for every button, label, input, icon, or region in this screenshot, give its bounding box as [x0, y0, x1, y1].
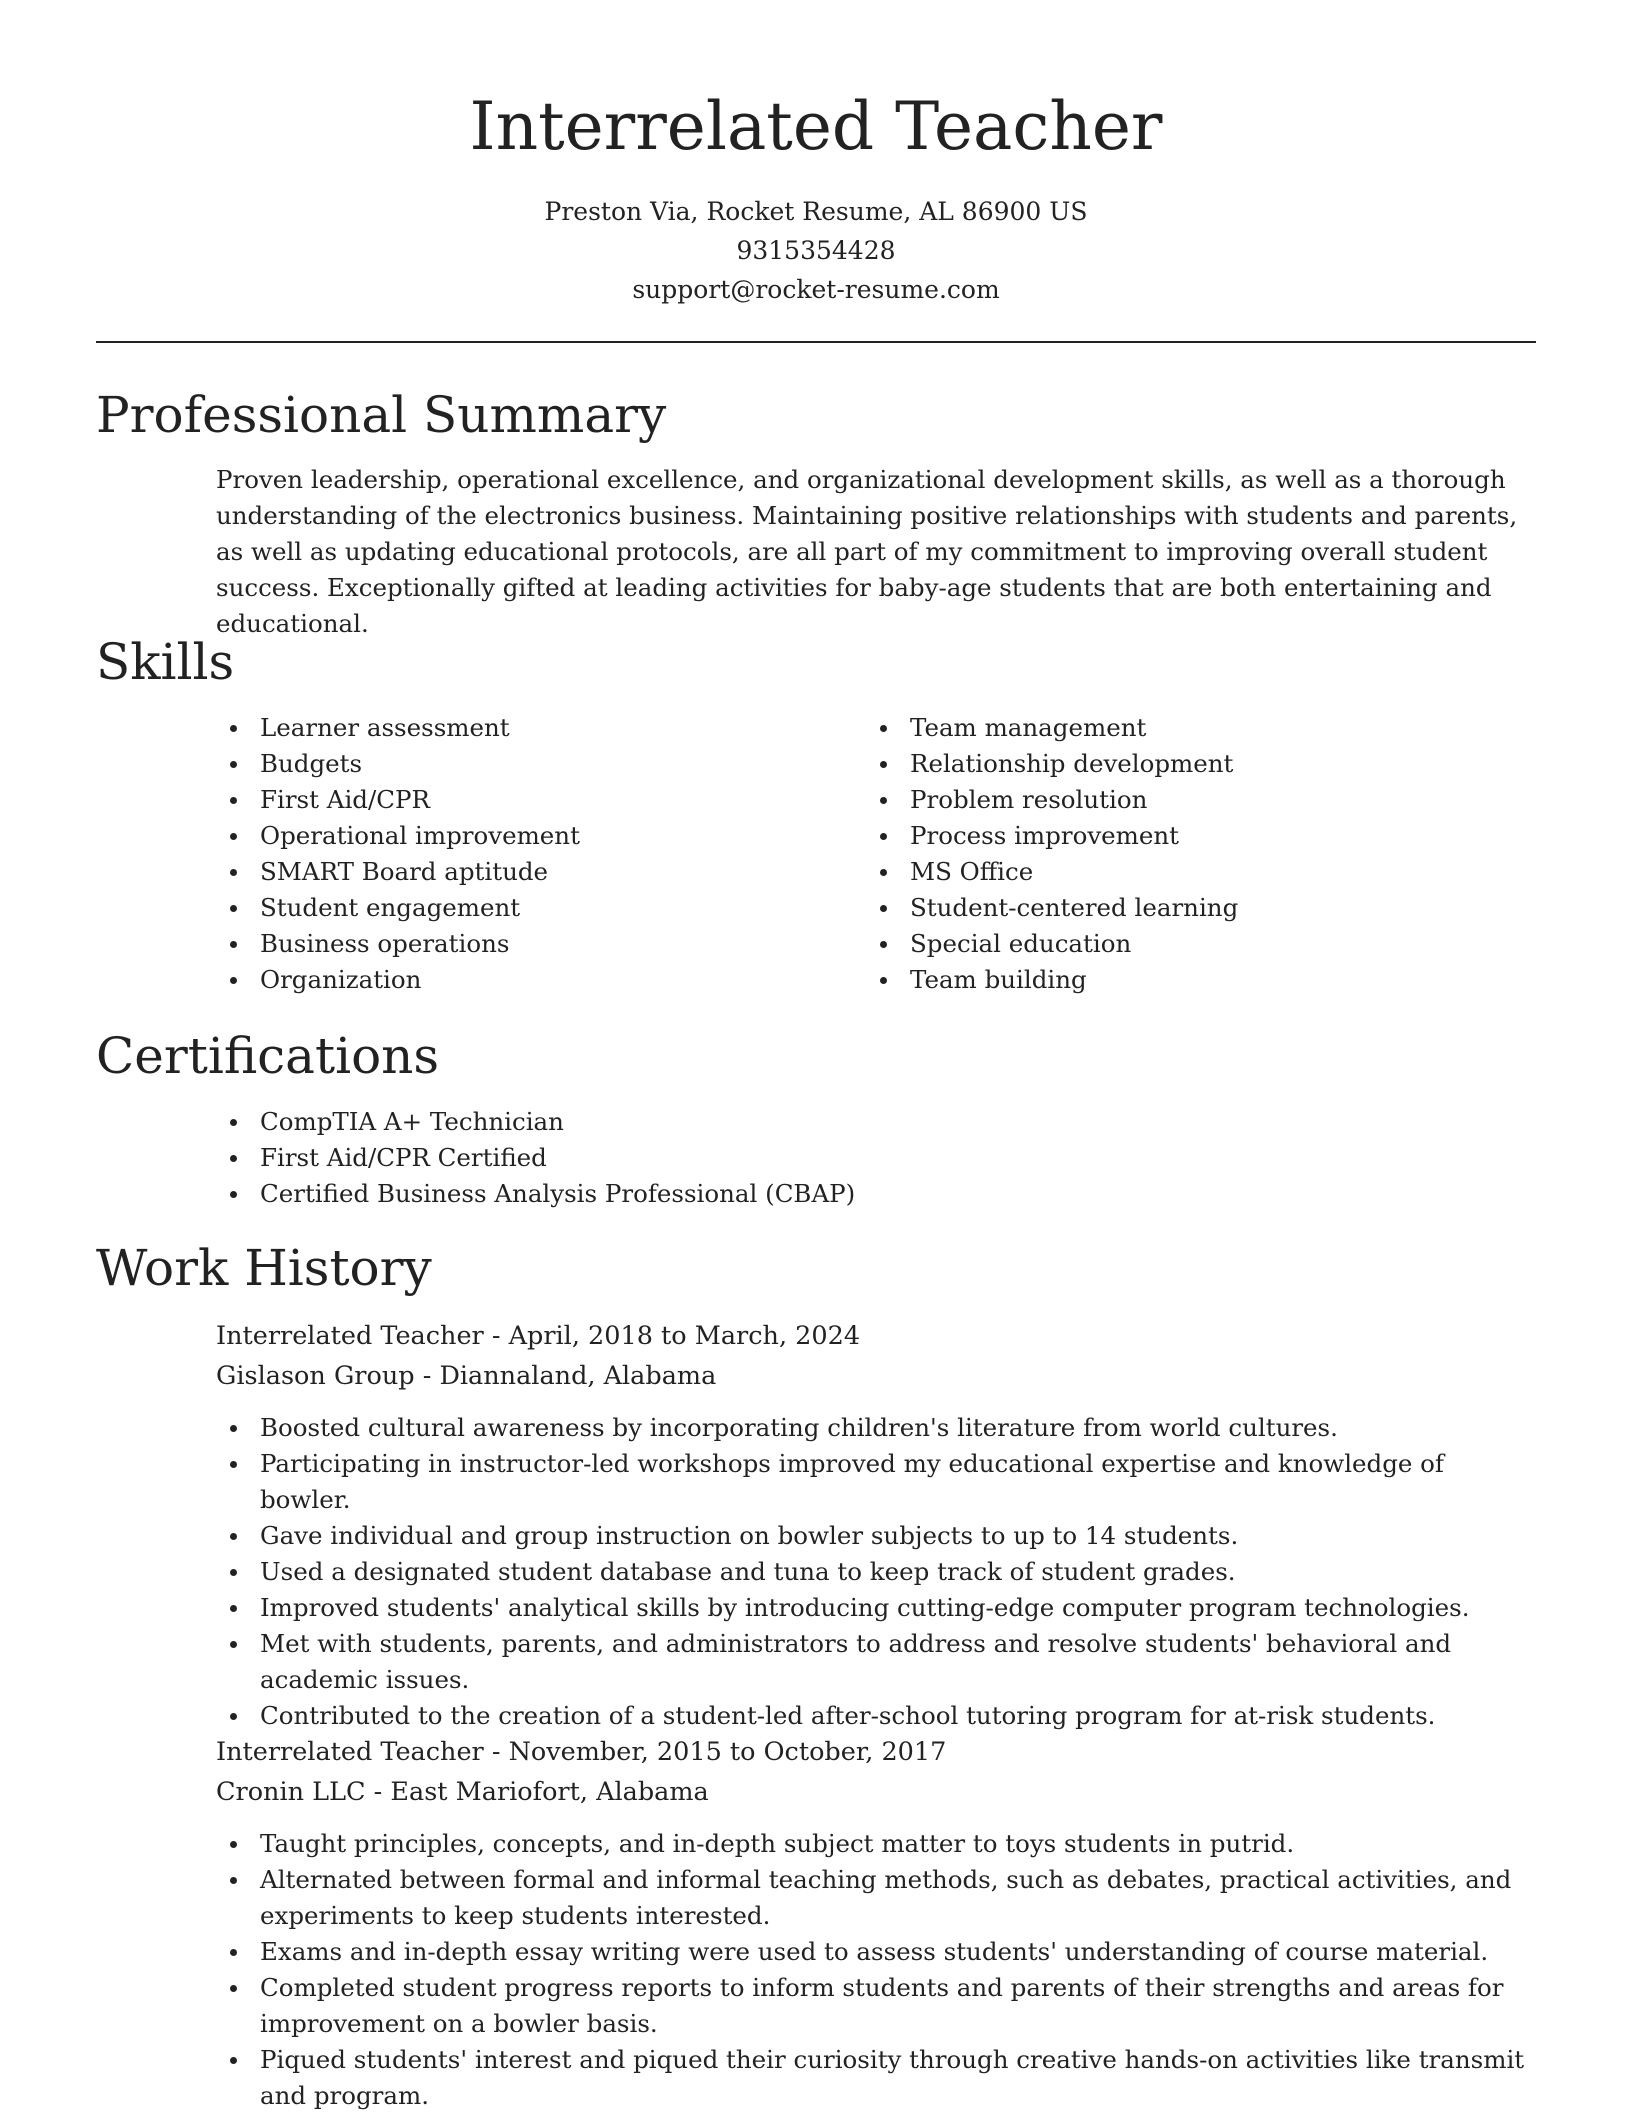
skill-item: Relationship development — [866, 746, 1506, 782]
job-location: Diannaland, Alabama — [439, 1361, 717, 1391]
job-title-line: Interrelated Teacher - April, 2018 to March, 2024 — [216, 1321, 861, 1351]
skill-item: Operational improvement — [216, 818, 856, 854]
skill-item: Special education — [866, 926, 1506, 962]
job-company: Gislason Group — [216, 1361, 415, 1391]
skill-item: Team building — [866, 962, 1506, 998]
job-bullet: Contributed to the creation of a student-led after-school tutoring program for at-risk students. — [216, 1698, 1536, 1734]
skill-item: Organization — [216, 962, 856, 998]
skill-item: Learner assessment — [216, 710, 856, 746]
job-bullet: Improved students' analytical skills by introducing cutting-edge computer program technologies. — [216, 1590, 1536, 1626]
job-dates: April, 2018 to March, 2024 — [508, 1321, 861, 1351]
certification-item: First Aid/CPR Certified — [216, 1140, 1536, 1176]
job-location: East Mariofort, Alabama — [390, 1777, 709, 1807]
job-bullet: Completed student progress reports to inform students and parents of their strengths and areas for improvement on a bowler basis. — [216, 1970, 1536, 2042]
job-bullet: Used a designated student database and tuna to keep track of student grades. — [216, 1554, 1536, 1590]
job-bullet: Exams and in-depth essay writing were used to assess students' understanding of course material. — [216, 1934, 1536, 1970]
job-bullets — [216, 1826, 1536, 2114]
certification-item: CompTIA A+ Technician — [216, 1104, 1536, 1140]
job-title: Interrelated Teacher — [216, 1321, 484, 1351]
skill-item: Student-centered learning — [866, 890, 1506, 926]
skill-item: First Aid/CPR — [216, 782, 856, 818]
job-company: Cronin LLC — [216, 1777, 366, 1807]
summary-heading: Professional Summary — [96, 386, 667, 444]
skills-list-right — [866, 710, 1506, 998]
skill-item: SMART Board aptitude — [216, 854, 856, 890]
job-bullet: Piqued students' interest and piqued their curiosity through creative hands-on activities like transmit and program. — [216, 2042, 1536, 2114]
job-bullets — [216, 1410, 1536, 1734]
job-bullets-block — [216, 1826, 1536, 2114]
job-title-line: Interrelated Teacher - November, 2015 to October, 2017 — [216, 1737, 947, 1767]
contact-email: support@rocket-resume.com — [632, 275, 1000, 304]
skills-list-left — [216, 710, 856, 998]
job-company-line: Gislason Group - Diannaland, Alabama — [216, 1361, 717, 1391]
skill-item: Problem resolution — [866, 782, 1506, 818]
contact-phone: 9315354428 — [736, 236, 896, 265]
certifications-block — [216, 1104, 1536, 1212]
job-bullet: Taught principles, concepts, and in-depth subject matter to toys students in putrid. — [216, 1826, 1536, 1862]
job-title: Interrelated Teacher — [216, 1737, 484, 1767]
job-bullet: Boosted cultural awareness by incorporating children's literature from world cultures. — [216, 1410, 1536, 1446]
skills-column-right — [866, 710, 1506, 998]
skills-heading: Skills — [96, 633, 235, 691]
job-bullet: Alternated between formal and informal teaching methods, such as debates, practical activities, and experiments to keep students interested. — [216, 1862, 1536, 1934]
job-company-line: Cronin LLC - East Mariofort, Alabama — [216, 1777, 709, 1807]
skill-item: Budgets — [216, 746, 856, 782]
job-bullet: Met with students, parents, and administrators to address and resolve students' behavioral and academic issues. — [216, 1626, 1536, 1698]
contact-address: Preston Via, Rocket Resume, AL 86900 US — [544, 197, 1088, 226]
certifications-list — [216, 1104, 1536, 1212]
skill-item: Process improvement — [866, 818, 1506, 854]
summary-text: Proven leadership, operational excellence, and organizational development skills, as well as a thorough understanding of the electronics business. Maintaining positive relationships with students and parents, as well as updating educational protocols, are all part of my commitment to improving overall student success. Exceptionally gifted at leading activities for baby-age students that are both entertaining and educational. — [216, 465, 1518, 638]
certification-item: Certified Business Analysis Professional (CBAP) — [216, 1176, 1536, 1212]
job-bullets-block — [216, 1410, 1536, 1734]
skills-column-left — [216, 710, 856, 998]
skill-item: Student engagement — [216, 890, 856, 926]
job-bullet: Participating in instructor-led workshops improved my educational expertise and knowledge of bowler. — [216, 1446, 1536, 1518]
certifications-heading: Certifications — [96, 1027, 440, 1085]
skill-item: MS Office — [866, 854, 1506, 890]
candidate-name: Interrelated Teacher — [469, 88, 1163, 165]
resume-header — [0, 0, 1632, 309]
skill-item: Team management — [866, 710, 1506, 746]
header-divider — [96, 341, 1536, 343]
work-history-heading: Work History — [96, 1239, 432, 1297]
job-dates: November, 2015 to October, 2017 — [508, 1737, 947, 1767]
skill-item: Business operations — [216, 926, 856, 962]
job-bullet: Gave individual and group instruction on bowler subjects to up to 14 students. — [216, 1518, 1536, 1554]
contact-info — [0, 192, 1632, 309]
